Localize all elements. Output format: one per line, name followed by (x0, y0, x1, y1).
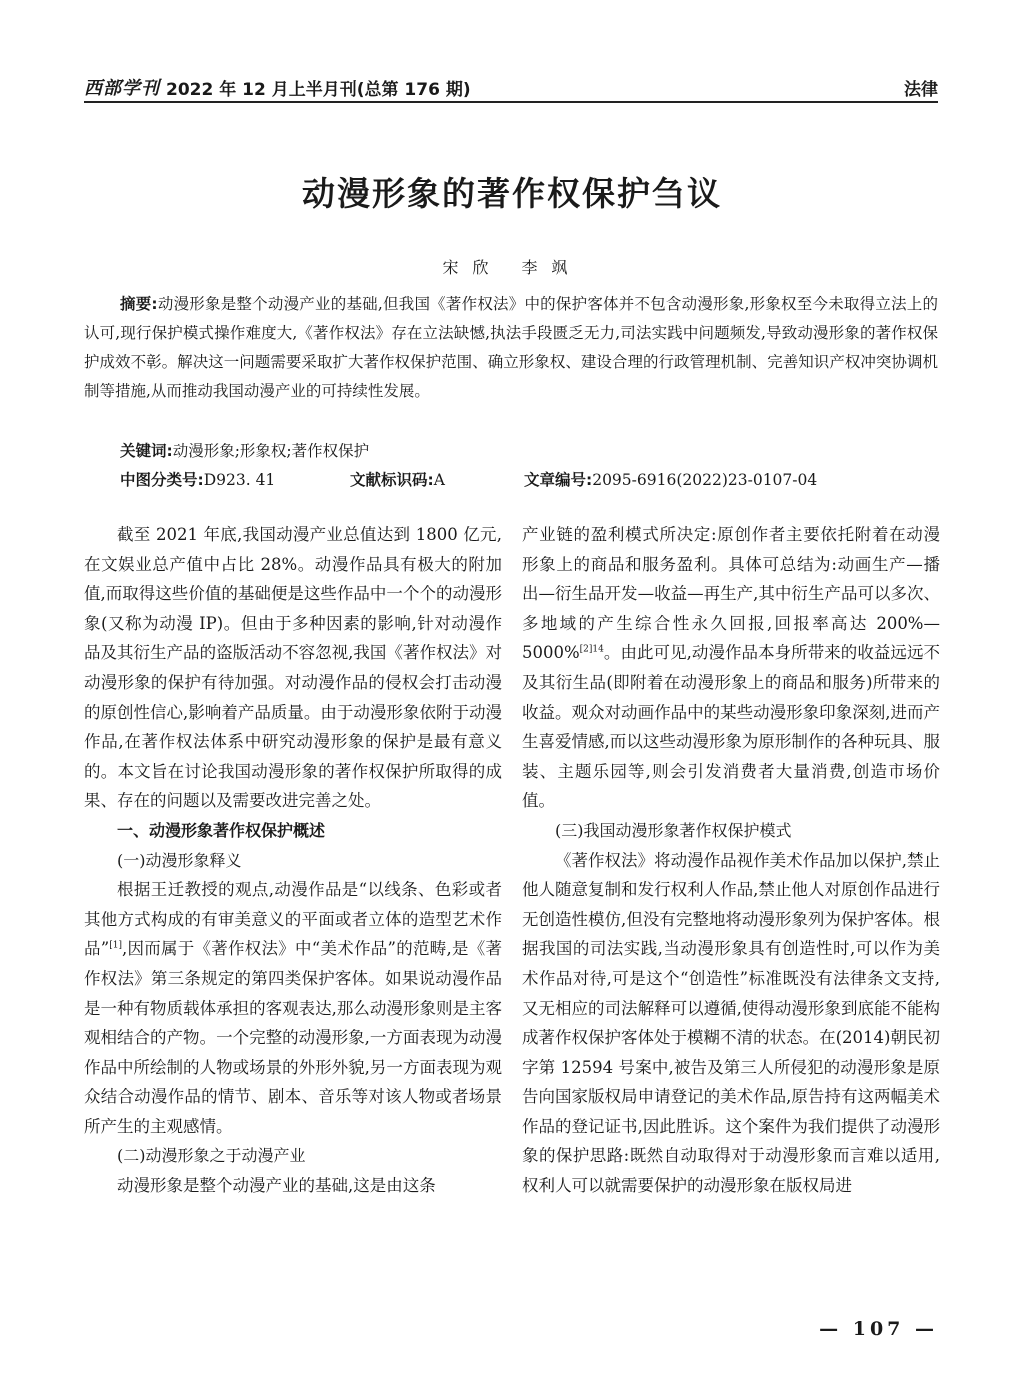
body-column-left (84, 520, 502, 1201)
document-code (350, 466, 445, 495)
citation-1: [1] (109, 940, 122, 951)
article-number-value: 2095-6916(2022)23-0107-04 (592, 471, 818, 489)
header-left (84, 74, 471, 100)
paragraph-industry-part-b: 。由此可见,动漫作品本身所带来的收益远远不及其衍生品(即附着在动漫形象上的商品和服务)所带来的收益。观众对动画作品中的某些动漫形象印象深刻,进而产生喜爱情感,而以这些动漫形象为原形制作的各种玩具、服装、主题乐园等,则会引发消费者大量消费,创造市场价值。 (522, 643, 940, 811)
clc-number (120, 466, 275, 495)
abstract-label: 摘要: (120, 295, 158, 313)
keywords-text: 动漫形象;形象权;著作权保护 (172, 442, 370, 460)
paragraph-industry-part-a: 产业链的盈利模式所决定:原创作者主要依托附着在动漫形象上的商品和服务盈利。具体可总结为:动画生产—播出—衍生品开发—收益—再生产,其中衍生产品可以多次、多地域的产生综合性永久回报,回报率高达 200%—5000% (522, 525, 940, 663)
paragraph-definition-part-a: 根据王迁教授的观点,动漫作品是“以线条、色彩或者其他方式构成的有审美意义的平面或者立体的造型艺术作品” (84, 880, 502, 959)
section-heading-1: 一、动漫形象著作权保护概述 (117, 820, 326, 840)
citation-2: [2]14 (579, 644, 604, 655)
keywords (120, 437, 938, 466)
article-authors: 宋欣 李飒 (442, 258, 582, 277)
subsection-heading-1-3: (三)我国动漫形象著作权保护模式 (555, 820, 792, 840)
header-rule (84, 101, 938, 103)
page-number: — 107 — (819, 1318, 938, 1340)
subsection-heading-1-1: (一)动漫形象释义 (117, 850, 242, 870)
doc-label: 文献标识码: (350, 471, 434, 489)
abstract (84, 290, 938, 406)
journal-logo: 西部学刊 (84, 78, 160, 99)
paragraph-industry-start: 动漫形象是整个动漫产业的基础,这是由这条 (117, 1176, 436, 1196)
subsection-heading-1-2: (二)动漫形象之于动漫产业 (117, 1146, 306, 1166)
section-name: 法律 (904, 80, 938, 100)
paragraph-protection-mode: 《著作权法》将动漫作品视作美术作品加以保护,禁止他人随意复制和发行权利人作品,禁止他人对原创作品进行无创造性模仿,但没有完整地将动漫形象列为保护客体。根据我国的司法实践,当动漫形象具有创造性时,可以作为美术作品对待,可是这个“创造性”标准既没有法律条文支持,又无相应的司法解释可以遵循,使得动漫形象到底能不能构成著作权保护客体处于模糊不清的状态。在(2014)朝民初字第 12594 号案中,被告及第三人所侵犯的动漫形象是原告向国家版权局申请登记的美术作品,原告持有这两幅美术作品的登记证书,因此胜诉。这个案件为我们提供了动漫形象的保护思路:既然自动取得对于动漫形象而言难以适用,权利人可以就需要保护的动漫形象在版权局进 (522, 850, 940, 1196)
paragraph-definition (84, 875, 502, 1141)
paragraph-industry-cont (522, 520, 940, 816)
body-column-right (522, 520, 940, 1201)
article-title: 动漫形象的著作权保护刍议 (302, 174, 722, 213)
article-number-label: 文章编号: (524, 471, 593, 489)
issue-info: 2022 年 12 月上半月刊(总第 176 期) (166, 80, 471, 100)
paragraph-definition-part-b: ,因而属于《著作权法》中“美术作品”的范畴,是《著作权法》第三条规定的第四类保护客体。如果说动漫作品是一种有物质载体承担的客观表达,那么动漫形象则是主客观相结合的产物。一个完整的动漫形象,一方面表现为动漫作品中所绘制的人物或场景的外形外貌,另一方面表现为观众结合动漫作品的情节、剧本、音乐等对该人物或者场景所产生的主观感情。 (84, 939, 502, 1136)
paragraph-intro: 截至 2021 年底,我国动漫产业总值达到 1800 亿元,在文娱业总产值中占比 28%。动漫作品具有极大的附加值,而取得这些价值的基础便是这些作品中一个个的动漫形象(又称为动漫 IP)。但由于多种因素的影响,针对动漫作品及其衍生产品的盗版活动不容忽视,我国《著作权法》对动漫形象的保护有待加强。对动漫作品的侵权会打击动漫的原创性信心,影响着产品质量。由于动漫形象依附于动漫作品,在著作权法体系中研究动漫形象的保护是最有意义的。本文旨在讨论我国动漫形象的著作权保护所取得的成果、存在的问题以及需要改进完善之处。 (84, 525, 502, 811)
article-number (524, 466, 817, 495)
running-header (84, 70, 938, 100)
abstract-text: 动漫形象是整个动漫产业的基础,但我国《著作权法》中的保护客体并不包含动漫形象,形象权至今未取得立法上的认可,现行保护模式操作难度大,《著作权法》存在立法缺憾,执法手段匮乏无力,司法实践中问题频发,导致动漫形象的著作权保护成效不彰。解决这一问题需要采取扩大著作权保护范围、确立形象权、建设合理的行政管理机制、完善知识产权冲突协调机制等措施,从而推动我国动漫产业的可持续性发展。 (84, 295, 939, 400)
doc-value: A (433, 471, 445, 489)
keywords-label: 关键词: (120, 442, 173, 460)
clc-label: 中图分类号: (120, 471, 204, 489)
clc-value: D923. 41 (203, 471, 276, 489)
